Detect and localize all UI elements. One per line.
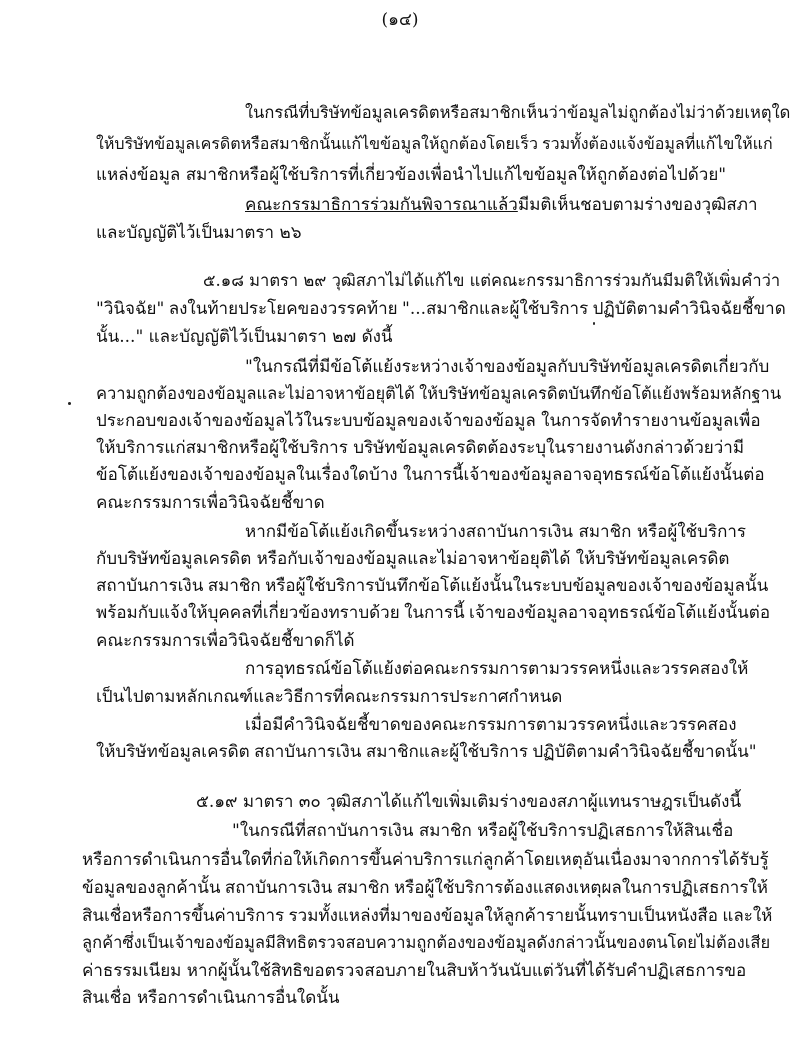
text-line: คณะกรรมการเพื่อวินิจฉัยชี้ขาดก็ได้: [96, 631, 355, 651]
text-line: "วินิจฉัย" ลงในท้ายประโยคของวรรคท้าย "...สมาชิกและผู้ใช้บริการ ปฏิบัติตามคำวินิจฉัยชี้ขาด: [96, 299, 786, 319]
text-line: หากมีข้อโต้แย้งเกิดขึ้นระหว่างสถาบันการเงิน สมาชิก หรือผู้ใช้บริการ: [245, 522, 747, 542]
text-line: ให้บริษัทข้อมูลเครดิต สถาบันการเงิน สมาชิกและผู้ใช้บริการ ปฏิบัติตามคำวินิจฉัยชี้ขาดนั้น": [96, 742, 757, 762]
text-line: ประกอบของเจ้าของข้อมูลไว้ในระบบข้อมูลของเจ้าของข้อมูล ในการจัดทำรายงานข้อมูลเพื่อ: [96, 411, 761, 431]
text-line: คณะกรรมการเพื่อวินิจฉัยชี้ขาด: [96, 493, 325, 513]
text-line: การอุทธรณ์ข้อโต้แย้งต่อคณะกรรมการตามวรรคหนึ่งและวรรคสองให้: [245, 659, 749, 679]
text-line: ให้บริษัทข้อมูลเครดิตหรือสมาชิกนั้นแก้ไขข้อมูลให้ถูกต้องโดยเร็ว รวมทั้งต้องแจ้งข้อมูลที่แก้ไขให้แก่: [96, 134, 773, 153]
text-line: มีมติเห็นชอบตามร่างของวุฒิสภา: [518, 195, 758, 215]
text-line: กับบริษัทข้อมูลเครดิต หรือกับเจ้าของข้อมูลและไม่อาจหาข้อยุติได้ ให้บริษัทข้อมูลเครดิต: [96, 549, 730, 569]
text-line: ลูกค้าซึ่งเป็นเจ้าของข้อมูลมีสิทธิตรวจสอบความถูกต้องของข้อมูลดังกล่าวนั้นของตนโดยไม่ต้องเสีย: [82, 933, 771, 952]
text-line: ความถูกต้องของข้อมูลและไม่อาจหาข้อยุติได้ ให้บริษัทข้อมูลเครดิตบันทึกข้อโต้แย้งพร้อมหลักฐาน: [96, 384, 782, 403]
scan-speck: [593, 322, 595, 325]
text-line: นั้น..." และบัญญัติไว้เป็นมาตรา ๒๗ ดังนี้: [96, 327, 393, 347]
text-line: พร้อมกับแจ้งให้บุคคลที่เกี่ยวข้องทราบด้วย ในการนี้ เจ้าของข้อมูลอาจอุทธรณ์ข้อโต้แย้งนั้นต่อ: [96, 603, 771, 623]
text-line: ค่าธรรมเนียม หากผู้นั้นใช้สิทธิขอตรวจสอบภายในสิบห้าวันนับแต่วันที่ได้รับคำปฏิเสธการขอ: [82, 961, 747, 981]
section-heading: ๕.๑๘ มาตรา ๒๙ วุฒิสภาไม่ได้แก้ไข แต่คณะกรรมาธิการร่วมกันมีมติให้เพิ่มคำว่า: [203, 271, 781, 290]
text-line: สถาบันการเงิน สมาชิก หรือผู้ใช้บริการบันทึกข้อโต้แย้งนั้นในระบบข้อมูลของเจ้าของข้อมูลนั้น: [96, 576, 769, 596]
text-line: ข้อโต้แย้งของเจ้าของข้อมูลในเรื่องใดบ้าง ในการนี้เจ้าของข้อมูลอาจอุทธรณ์ข้อโต้แย้งนั้นต่อ: [96, 465, 765, 485]
text-line: ในกรณีที่บริษัทข้อมูลเครดิตหรือสมาชิกเห็นว่าข้อมูลไม่ถูกต้องไม่ว่าด้วยเหตุใด: [245, 103, 791, 122]
committee-heading: คณะกรรมาธิการร่วมกันพิจารณาแล้ว: [245, 195, 518, 215]
text-line: เมื่อมีคำวินิจฉัยชี้ขาดของคณะกรรมการตามวรรคหนึ่งและวรรคสอง: [245, 715, 737, 735]
scan-speck: [68, 402, 71, 405]
section-heading: ๕.๑๙ มาตรา ๓๐ วุฒิสภาได้แก้ไขเพิ่มเติมร่างของสภาผู้แทนราษฎรเป็นดังนี้: [196, 792, 742, 812]
text-line: เป็นไปตามหลักเกณฑ์และวิธีการที่คณะกรรมการประกาศกำหนด: [96, 687, 563, 707]
text-line: สินเชื่อหรือการขึ้นค่าบริการ รวมทั้งแหล่งที่มาของข้อมูลให้ลูกค้ารายนั้นทราบเป็นหนังสือ และให้: [82, 906, 773, 926]
text-line: ข้อมูลของลูกค้านั้น สถาบันการเงิน สมาชิก หรือผู้ใช้บริการต้องแสดงเหตุผลในการปฏิเสธการให้: [82, 878, 768, 898]
text-line: ให้บริการแก่สมาชิกหรือผู้ใช้บริการ บริษัทข้อมูลเครดิตต้องระบุในรายงานดังกล่าวด้วยว่ามี: [96, 438, 745, 458]
text-line: หรือการดำเนินการอื่นใดที่ก่อให้เกิดการขึ้นค่าบริการแก่ลูกค้าโดยเหตุอันเนื่องมาจากการได้รับรู้: [82, 850, 769, 870]
text-line: "ในกรณีที่มีข้อโต้แย้งระหว่างเจ้าของข้อมูลกับบริษัทข้อมูลเครดิตเกี่ยวกับ: [245, 357, 770, 377]
text-line: สินเชื่อ หรือการดำเนินการอื่นใดนั้น: [82, 988, 340, 1008]
text-line: "ในกรณีที่สถาบันการเงิน สมาชิก หรือผู้ใช้บริการปฏิเสธการให้สินเชื่อ: [232, 821, 734, 841]
text-line: แหล่งข้อมูล สมาชิกหรือผู้ใช้บริการที่เกี่ยวข้องเพื่อนำไปแก้ไขข้อมูลให้ถูกต้องต่อไปด้วย": [96, 165, 727, 185]
page-number: (๑๔): [381, 10, 419, 30]
text-line: และบัญญัติไว้เป็นมาตรา ๒๖: [96, 223, 302, 243]
